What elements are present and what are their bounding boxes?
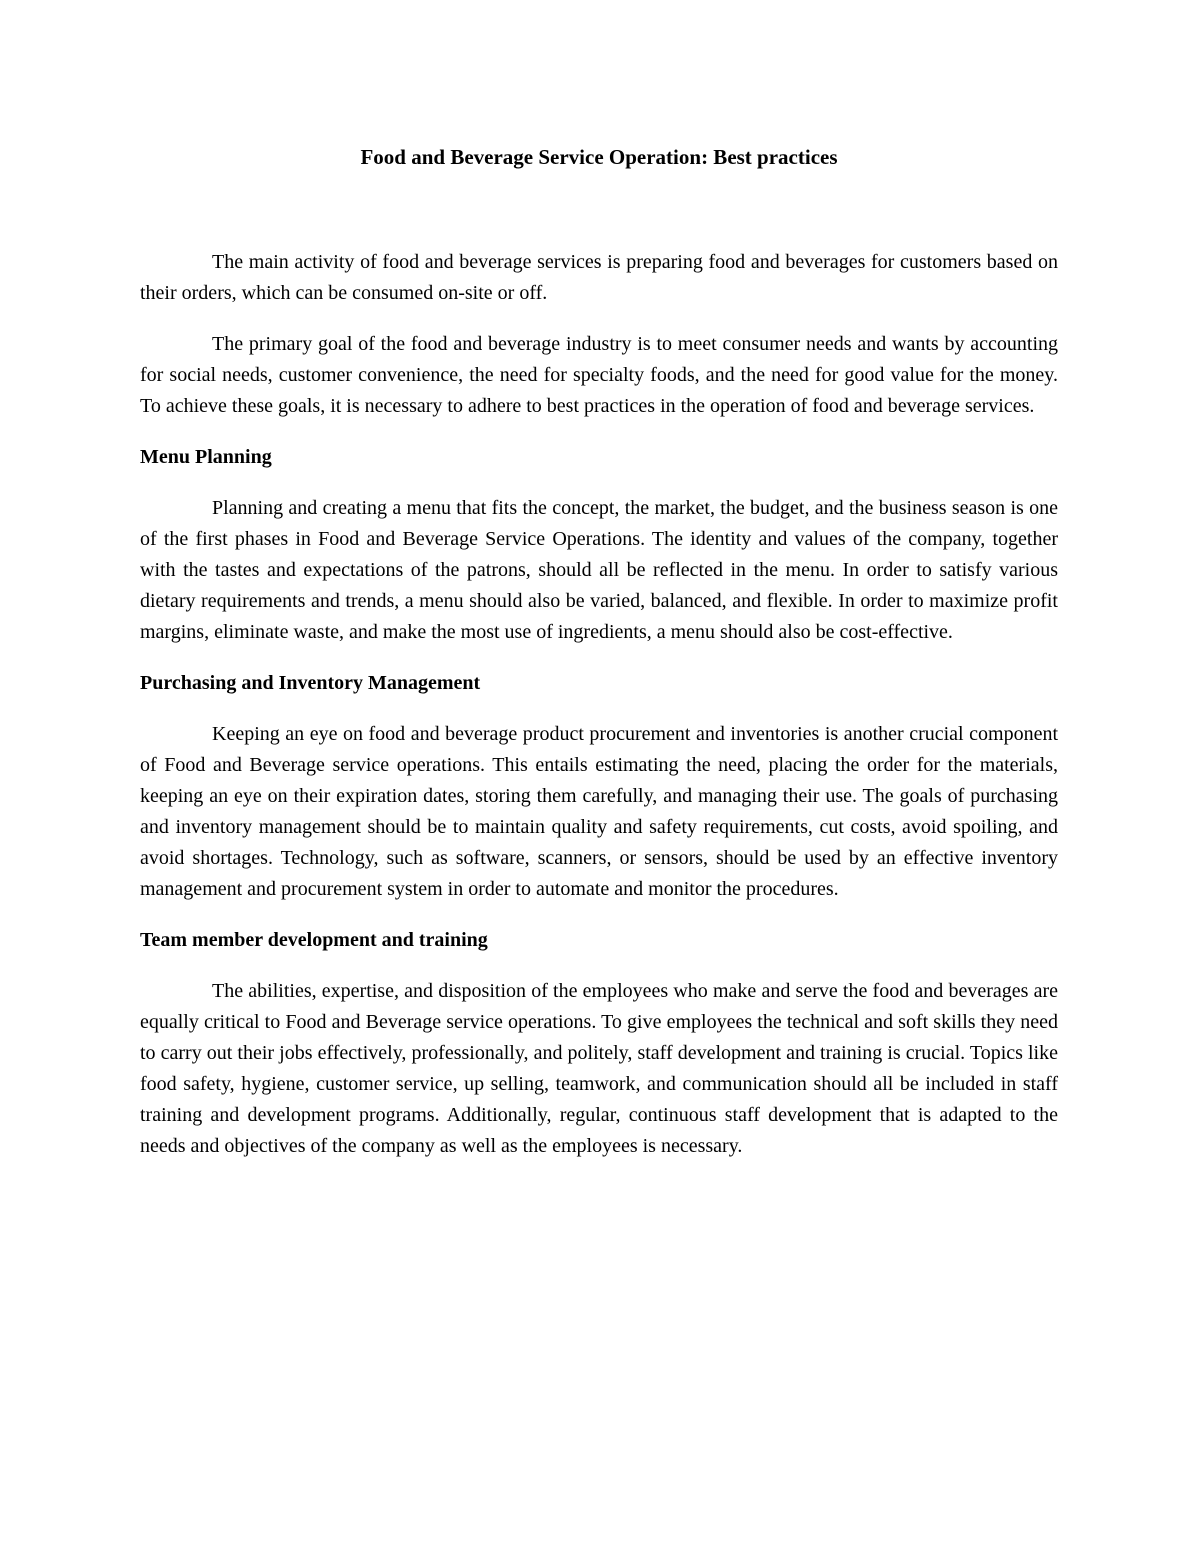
section-body-purchasing-inventory: Keeping an eye on food and beverage product procurement and inventories is another crucial component of Food and Beverage service operations. This entails estimating the need, placing the order for the materials, keeping an eye on their expiration dates, storing them carefully, and managing their use. The goals of purchasing and inventory management should be to maintain quality and safety requirements, cut costs, avoid spoiling, and avoid shortages. Technology, such as software, scanners, or sensors, should be used by an effective inventory management and procurement system in order to automate and monitor the procedures. [140, 723, 1058, 900]
section-heading-purchasing-inventory: Purchasing and Inventory Management [140, 672, 481, 694]
intro-paragraph-1: The main activity of food and beverage services is preparing food and beverages for customers based on their orders, which can be consumed on-site or off. [140, 251, 1058, 304]
intro-paragraph-2: The primary goal of the food and beverage industry is to meet consumer needs and wants by accounting for social needs, customer convenience, the need for specialty foods, and the need for good value for the money. To achieve these goals, it is necessary to adhere to best practices in the operation of food and beverage services. [140, 333, 1058, 417]
page-title: Food and Beverage Service Operation: Best practices [360, 145, 838, 169]
section-body-team-training: The abilities, expertise, and disposition of the employees who make and serve the food and beverages are equally critical to Food and Beverage service operations. To give employees the technical and soft skills they need to carry out their jobs effectively, professionally, and politely, staff development and training is crucial. Topics like food safety, hygiene, customer service, up selling, teamwork, and communication should all be included in staff training and development programs. Additionally, regular, continuous staff development that is adapted to the needs and objectives of the company as well as the employees is necessary. [140, 980, 1058, 1157]
section-heading-menu-planning: Menu Planning [140, 446, 272, 468]
section-body-menu-planning: Planning and creating a menu that fits the concept, the market, the budget, and the business season is one of the first phases in Food and Beverage Service Operations. The identity and values of the company, together with the tastes and expectations of the patrons, should all be reflected in the menu. In order to satisfy various dietary requirements and trends, a menu should also be varied, balanced, and flexible. In order to maximize profit margins, eliminate waste, and make the most use of ingredients, a menu should also be cost-effective. [140, 497, 1058, 643]
document-page [140, 136, 1058, 1162]
section-heading-team-training: Team member development and training [140, 929, 488, 951]
